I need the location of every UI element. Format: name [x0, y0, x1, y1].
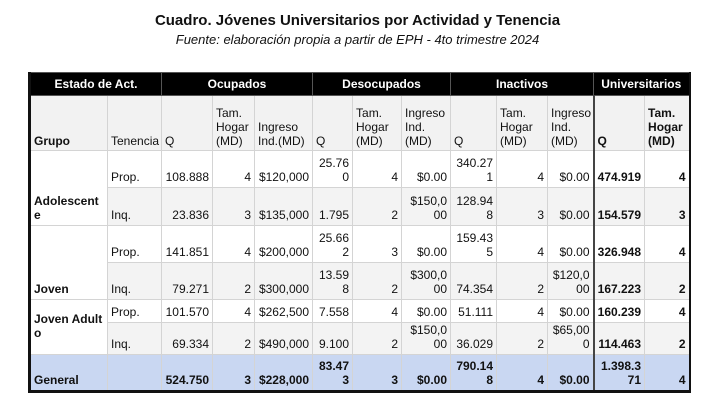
tenencia-cell: Inq.: [108, 323, 162, 355]
cell: $0.00: [402, 151, 451, 188]
cell: $0.00: [548, 188, 594, 226]
cell: $228,000: [255, 355, 313, 392]
cell: 2: [213, 263, 255, 300]
cell: 13.598: [313, 263, 353, 300]
cell: 108.888: [162, 151, 213, 188]
cell: $200,000: [255, 226, 313, 263]
col-header-desoc-ingreso: Ingreso Ind.(MD): [402, 96, 451, 151]
cell: 326.948: [594, 226, 645, 263]
cell: 25.760: [313, 151, 353, 188]
cell: $300,000: [402, 263, 451, 300]
cell: $0.00: [548, 226, 594, 263]
group-header-row: [30, 73, 690, 96]
cell: 2: [645, 263, 690, 300]
cell: 524.750: [162, 355, 213, 392]
cell: $262,500: [255, 300, 313, 323]
tenencia-cell: Inq.: [108, 263, 162, 300]
cell: $120,000: [548, 263, 594, 300]
col-header-ocup-q: Q: [162, 96, 213, 151]
cell: $65,000: [548, 323, 594, 355]
col-header-tenencia: Tenencia: [108, 96, 162, 151]
table-subtitle: Fuente: elaboración propia a partir de EPH - 4to trimestre 2024: [175, 32, 540, 47]
cell: $300,000: [255, 263, 313, 300]
cell: 2: [645, 323, 690, 355]
table-row: [30, 188, 690, 226]
cell: 3: [353, 226, 402, 263]
cell: 160.239: [594, 300, 645, 323]
cell: 2: [497, 323, 548, 355]
table-row: [30, 151, 690, 188]
group-label: Adolescente: [30, 151, 108, 226]
group-label: General: [30, 355, 108, 392]
cell: 4: [213, 226, 255, 263]
cell: 36.029: [451, 323, 497, 355]
cell: 114.463: [594, 323, 645, 355]
cell: 4: [353, 300, 402, 323]
cell: 101.570: [162, 300, 213, 323]
cell: $0.00: [402, 300, 451, 323]
cell: 2: [213, 323, 255, 355]
group-label: Joven Adulto: [30, 300, 108, 355]
cell: 4: [497, 226, 548, 263]
cell: 9.100: [313, 323, 353, 355]
cell: $150,000: [402, 188, 451, 226]
cell: 79.271: [162, 263, 213, 300]
cell: 1.795: [313, 188, 353, 226]
cell: $120,000: [255, 151, 313, 188]
cell: 51.111: [451, 300, 497, 323]
group-header-inactivos: Inactivos: [451, 73, 594, 96]
col-header-inact-tam: Tam. Hogar (MD): [497, 96, 548, 151]
table-row: [30, 300, 690, 323]
group-header-ocupados: Ocupados: [162, 73, 313, 96]
table-row: [30, 263, 690, 300]
group-header-estado: Estado de Act.: [30, 73, 162, 96]
cell: 4: [645, 226, 690, 263]
cell: $0.00: [548, 300, 594, 323]
group-label: Joven: [30, 226, 108, 300]
cell: 7.558: [313, 300, 353, 323]
cell: 4: [213, 300, 255, 323]
col-header-univ-q: Q: [594, 96, 645, 151]
cell: 2: [353, 323, 402, 355]
cell: 4: [645, 300, 690, 323]
cell: 154.579: [594, 188, 645, 226]
tenencia-cell: Inq.: [108, 188, 162, 226]
cell: 128.948: [451, 188, 497, 226]
tenencia-cell: Prop.: [108, 151, 162, 188]
cell: 4: [353, 151, 402, 188]
cell: 3: [213, 355, 255, 392]
cell: $135,000: [255, 188, 313, 226]
cell: 4: [645, 355, 690, 392]
table-title: Cuadro. Jóvenes Universitarios por Actividad y Tenencia: [154, 12, 561, 29]
cell: 3: [497, 188, 548, 226]
total-row: [30, 355, 690, 392]
cell: 3: [213, 188, 255, 226]
cell: $150,000: [402, 323, 451, 355]
cell: $490,000: [255, 323, 313, 355]
cell: 4: [497, 355, 548, 392]
cell: 69.334: [162, 323, 213, 355]
cell: 340.271: [451, 151, 497, 188]
group-header-universitarios: Universitarios: [594, 73, 690, 96]
table-row: [30, 226, 690, 263]
cell: 2: [497, 263, 548, 300]
cell: 159.435: [451, 226, 497, 263]
col-header-ocup-tam: Tam. Hogar (MD): [213, 96, 255, 151]
cell: 3: [645, 188, 690, 226]
cell: 2: [353, 263, 402, 300]
cell: $0.00: [548, 355, 594, 392]
tenencia-cell: Prop.: [108, 226, 162, 263]
cell: $0.00: [402, 355, 451, 392]
col-header-grupo: Grupo: [30, 96, 108, 151]
col-header-inact-ingreso: Ingreso Ind.(MD): [548, 96, 594, 151]
cell: 1.398.371: [594, 355, 645, 392]
cell: 4: [213, 151, 255, 188]
group-header-desocupados: Desocupados: [313, 73, 451, 96]
cell: $0.00: [402, 226, 451, 263]
col-header-desoc-q: Q: [313, 96, 353, 151]
tenencia-cell: Prop.: [108, 300, 162, 323]
cell: 790.148: [451, 355, 497, 392]
column-header-row: [30, 96, 690, 151]
cell: 25.662: [313, 226, 353, 263]
cell: 3: [353, 355, 402, 392]
table-row: [30, 323, 690, 355]
cell: 167.223: [594, 263, 645, 300]
cell: 141.851: [162, 226, 213, 263]
cell: 23.836: [162, 188, 213, 226]
tenencia-cell: [108, 355, 162, 392]
cell: 474.919: [594, 151, 645, 188]
cell: 4: [497, 300, 548, 323]
cell: $0.00: [548, 151, 594, 188]
cell: 74.354: [451, 263, 497, 300]
col-header-inact-q: Q: [451, 96, 497, 151]
cell: 4: [497, 151, 548, 188]
col-header-desoc-tam: Tam. Hogar (MD): [353, 96, 402, 151]
data-table: [28, 72, 691, 393]
cell: 4: [645, 151, 690, 188]
cell: 83.473: [313, 355, 353, 392]
cell: 2: [353, 188, 402, 226]
col-header-univ-tam: Tam. Hogar (MD): [645, 96, 690, 151]
col-header-ocup-ingreso: Ingreso Ind.(MD): [255, 96, 313, 151]
